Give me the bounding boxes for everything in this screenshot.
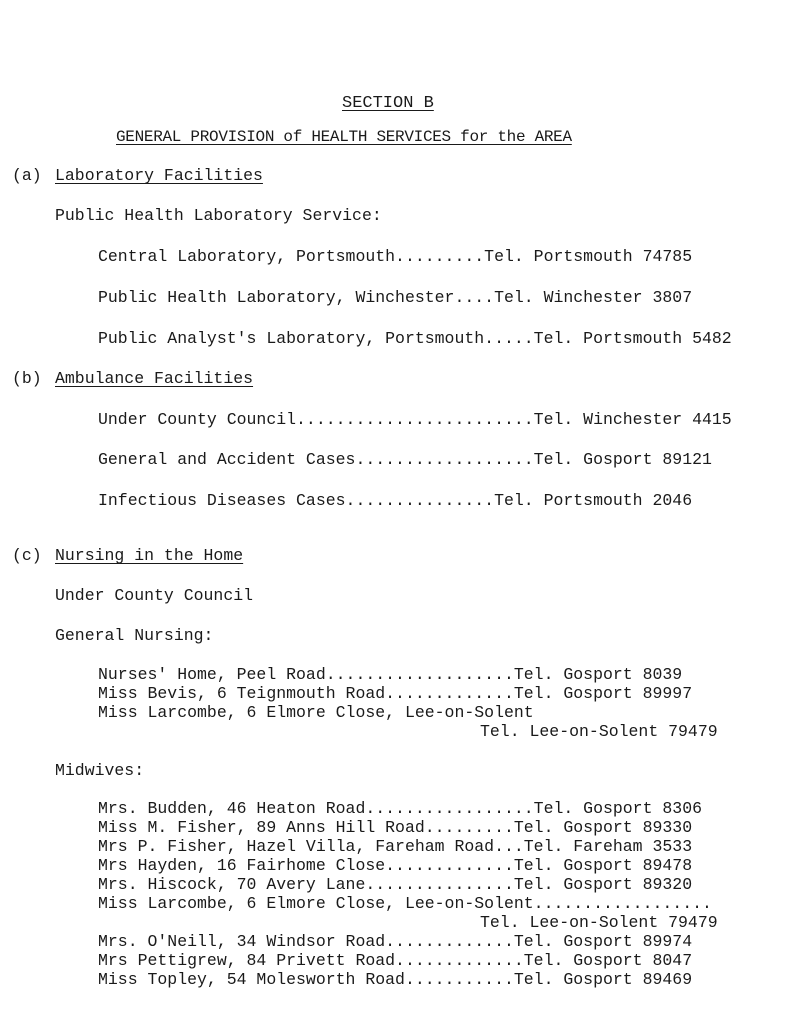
midwife-entry: Miss Larcombe, 6 Elmore Close, Lee-on-Solent.................. xyxy=(98,894,712,913)
general-nursing-entry: Tel. Lee-on-Solent 79479 xyxy=(480,722,718,741)
page-subtitle: GENERAL PROVISION of HEALTH SERVICES for the AREA xyxy=(116,128,572,146)
lab-entry: Central Laboratory, Portsmouth.........Tel. Portsmouth 74785 xyxy=(98,247,693,266)
midwife-entry: Mrs. Budden, 46 Heaton Road.................Tel. Gosport 8306 xyxy=(98,799,702,818)
section-title: SECTION B xyxy=(342,94,434,113)
midwife-entry: Mrs. O'Neill, 34 Windsor Road.............Tel. Gosport 89974 xyxy=(98,932,693,951)
general-nursing-entry: Nurses' Home, Peel Road...................Tel. Gosport 8039 xyxy=(98,665,683,684)
general-nursing-entry: Miss Bevis, 6 Teignmouth Road.............Tel. Gosport 89997 xyxy=(98,684,693,703)
midwife-entry: Tel. Lee-on-Solent 79479 xyxy=(480,913,718,932)
ambulance-entry: Under County Council........................Tel. Winchester 4415 xyxy=(98,410,732,429)
midwife-entry: Mrs P. Fisher, Hazel Villa, Fareham Road...Tel. Fareham 3533 xyxy=(98,837,693,856)
nursing-heading: Nursing in the Home xyxy=(55,546,244,565)
general-nursing-entry: Miss Larcombe, 6 Elmore Close, Lee-on-Solent xyxy=(98,703,534,722)
lab-heading: Laboratory Facilities xyxy=(55,166,263,185)
midwife-entry: Miss M. Fisher, 89 Anns Hill Road.........Tel. Gosport 89330 xyxy=(98,818,693,837)
lab-intro: Public Health Laboratory Service: xyxy=(55,206,382,225)
section-a-marker: (a) xyxy=(12,166,42,185)
lab-entry: Public Health Laboratory, Winchester....Tel. Winchester 3807 xyxy=(98,288,693,307)
midwife-entry: Mrs. Hiscock, 70 Avery Lane...............Tel. Gosport 89320 xyxy=(98,875,693,894)
lab-entry: Public Analyst's Laboratory, Portsmouth.....Tel. Portsmouth 5482 xyxy=(98,329,732,348)
ambulance-entry: Infectious Diseases Cases...............Tel. Portsmouth 2046 xyxy=(98,491,693,510)
section-c-marker: (c) xyxy=(12,546,42,565)
section-b-marker: (b) xyxy=(12,369,42,388)
ambulance-entry: General and Accident Cases..................Tel. Gosport 89121 xyxy=(98,450,712,469)
midwife-entry: Mrs Pettigrew, 84 Privett Road.............Tel. Gosport 8047 xyxy=(98,951,693,970)
midwives-label: Midwives: xyxy=(55,761,145,780)
midwife-entry: Mrs Hayden, 16 Fairhome Close.............Tel. Gosport 89478 xyxy=(98,856,693,875)
midwife-entry: Miss Topley, 54 Molesworth Road...........Tel. Gosport 89469 xyxy=(98,970,693,989)
ambulance-heading: Ambulance Facilities xyxy=(55,369,254,388)
general-nursing-label: General Nursing: xyxy=(55,626,214,645)
nursing-intro: Under County Council xyxy=(55,586,254,605)
